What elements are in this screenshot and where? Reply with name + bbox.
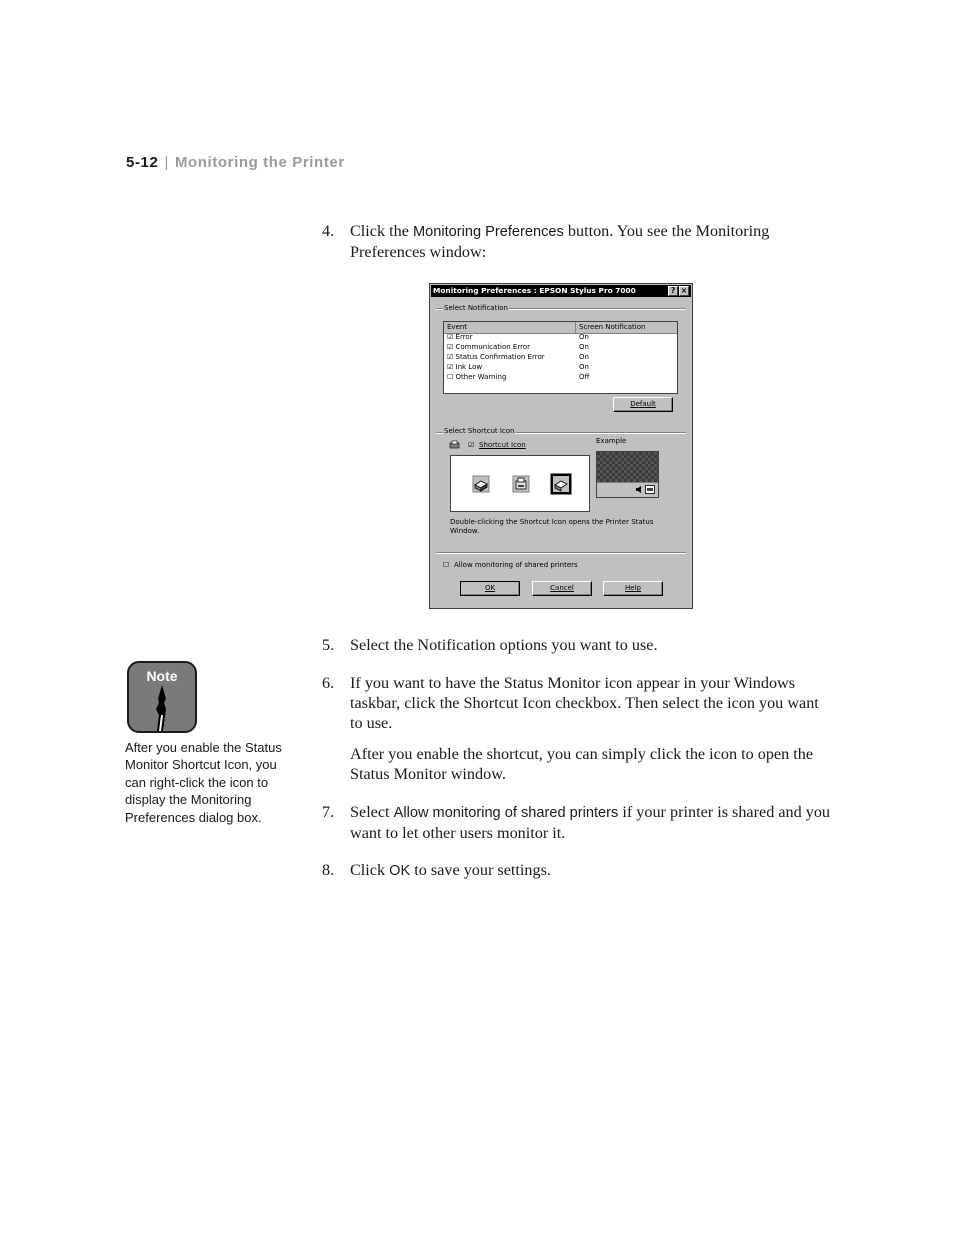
shortcut-icon-choices[interactable] bbox=[450, 455, 590, 512]
default-button[interactable]: Default bbox=[613, 397, 673, 412]
example-taskbar bbox=[597, 482, 658, 497]
checkbox-icon[interactable]: ☑ bbox=[447, 363, 454, 371]
notification-value: On bbox=[579, 333, 589, 341]
step-followup-text: After you enable the shortcut, you can simply click the icon to open the Status Monitor window. bbox=[350, 745, 814, 783]
help-icon[interactable]: ? bbox=[668, 286, 678, 296]
allow-shared-label: Allow monitoring of shared printers bbox=[454, 561, 578, 569]
step-text: Select the Notification options you want to use. bbox=[350, 636, 658, 654]
step-text-post: if your printer is shared and you want to let other users monitor it. bbox=[350, 803, 831, 842]
checkbox-icon[interactable]: ☑ bbox=[447, 353, 454, 361]
header-separator: | bbox=[164, 154, 169, 171]
divider bbox=[436, 552, 686, 554]
example-desktop bbox=[597, 452, 658, 482]
step-6 bbox=[322, 673, 832, 783]
step-number: 8. bbox=[322, 861, 335, 879]
step-text: If you want to have the Status Monitor icon appear in your Windows taskbar, click the Shortcut Icon checkbox. Then select the icon you want to use. bbox=[350, 674, 819, 732]
step-8 bbox=[322, 860, 832, 880]
step-number: 4. bbox=[322, 222, 335, 240]
example-preview bbox=[596, 451, 659, 498]
event-name: Error bbox=[455, 333, 473, 341]
notification-value: Off bbox=[579, 373, 590, 381]
printer-icon-option-1[interactable] bbox=[472, 475, 490, 493]
note-label: Note bbox=[146, 668, 178, 684]
list-item[interactable] bbox=[447, 363, 675, 373]
step-text-pre: Click the bbox=[350, 222, 413, 240]
list-item[interactable] bbox=[447, 353, 675, 363]
ui-term: OK bbox=[389, 863, 411, 879]
step-text-post: button. You see the Monitoring Preferences window: bbox=[350, 222, 770, 261]
shortcut-checkbox[interactable]: ☑ bbox=[468, 441, 475, 449]
shortcut-printer-icon bbox=[449, 440, 460, 449]
step-text-pre: Click bbox=[350, 861, 390, 879]
select-shortcut-label: Select Shortcut Icon bbox=[444, 427, 515, 435]
tray-printer-icon bbox=[645, 485, 655, 494]
ui-term: Allow monitoring of shared printers bbox=[393, 805, 619, 821]
step-text bbox=[350, 221, 832, 262]
step-7 bbox=[322, 802, 832, 844]
double-click-note: Double-clicking the Shortcut Icon opens the Printer Status Window. bbox=[450, 518, 654, 535]
step-text-pre: Select bbox=[350, 803, 394, 821]
notification-list[interactable] bbox=[443, 321, 678, 394]
list-item[interactable] bbox=[447, 373, 675, 383]
running-header bbox=[126, 154, 345, 171]
shortcut-icon-label: Shortcut Icon bbox=[479, 441, 526, 449]
list-item[interactable] bbox=[447, 333, 675, 343]
help-button[interactable]: Help bbox=[603, 581, 663, 596]
event-name: Communication Error bbox=[455, 343, 530, 351]
monitoring-preferences-dialog bbox=[429, 283, 693, 609]
list-item[interactable] bbox=[447, 343, 675, 353]
page-number: 5-12 bbox=[126, 154, 159, 171]
pencil-icon bbox=[151, 685, 173, 731]
checkbox-icon[interactable]: ☑ bbox=[447, 333, 454, 341]
ui-term: Monitoring Preferences bbox=[412, 224, 564, 240]
step-number: 5. bbox=[322, 636, 335, 654]
notification-value: On bbox=[579, 353, 589, 361]
printer-icon-option-2[interactable] bbox=[512, 475, 530, 493]
section-title: Monitoring the Printer bbox=[174, 154, 345, 171]
checkbox-icon[interactable]: ☐ bbox=[447, 373, 454, 381]
example-label: Example bbox=[596, 437, 627, 445]
step-number: 7. bbox=[322, 803, 335, 821]
dialog-titlebar bbox=[431, 285, 691, 297]
step-text-post: to save your settings. bbox=[410, 861, 551, 879]
column-screen-notification[interactable]: Screen Notification bbox=[579, 323, 646, 331]
event-name: Status Confirmation Error bbox=[455, 353, 545, 361]
cancel-button[interactable]: Cancel bbox=[532, 581, 592, 596]
step-text bbox=[350, 802, 832, 843]
close-icon[interactable]: × bbox=[680, 286, 688, 295]
allow-shared-checkbox[interactable]: ☐ bbox=[443, 561, 450, 569]
dialog-title: Monitoring Preferences : EPSON Stylus Pro 7000 bbox=[433, 286, 636, 295]
event-name: Other Warning bbox=[455, 373, 507, 381]
step-text bbox=[350, 860, 832, 881]
ok-button[interactable]: OK bbox=[460, 581, 520, 596]
checkbox-icon[interactable]: ☑ bbox=[447, 343, 454, 351]
note-text: After you enable the Status Monitor Shortcut Icon, you can right-click the icon to display the Monitoring Preferences dialog box. bbox=[125, 740, 282, 825]
notification-value: On bbox=[579, 363, 589, 371]
step-number: 6. bbox=[322, 674, 335, 692]
note-icon bbox=[127, 661, 197, 733]
step-5 bbox=[322, 635, 832, 655]
column-event[interactable]: Event bbox=[447, 323, 468, 331]
step-4 bbox=[322, 221, 832, 263]
printer-icon-option-3-selected[interactable] bbox=[550, 473, 572, 495]
select-notification-label: Select Notification bbox=[444, 304, 508, 312]
column-divider bbox=[575, 322, 576, 333]
event-name: Ink Low bbox=[455, 363, 483, 371]
notification-value: On bbox=[579, 343, 589, 351]
speaker-icon bbox=[635, 485, 644, 494]
